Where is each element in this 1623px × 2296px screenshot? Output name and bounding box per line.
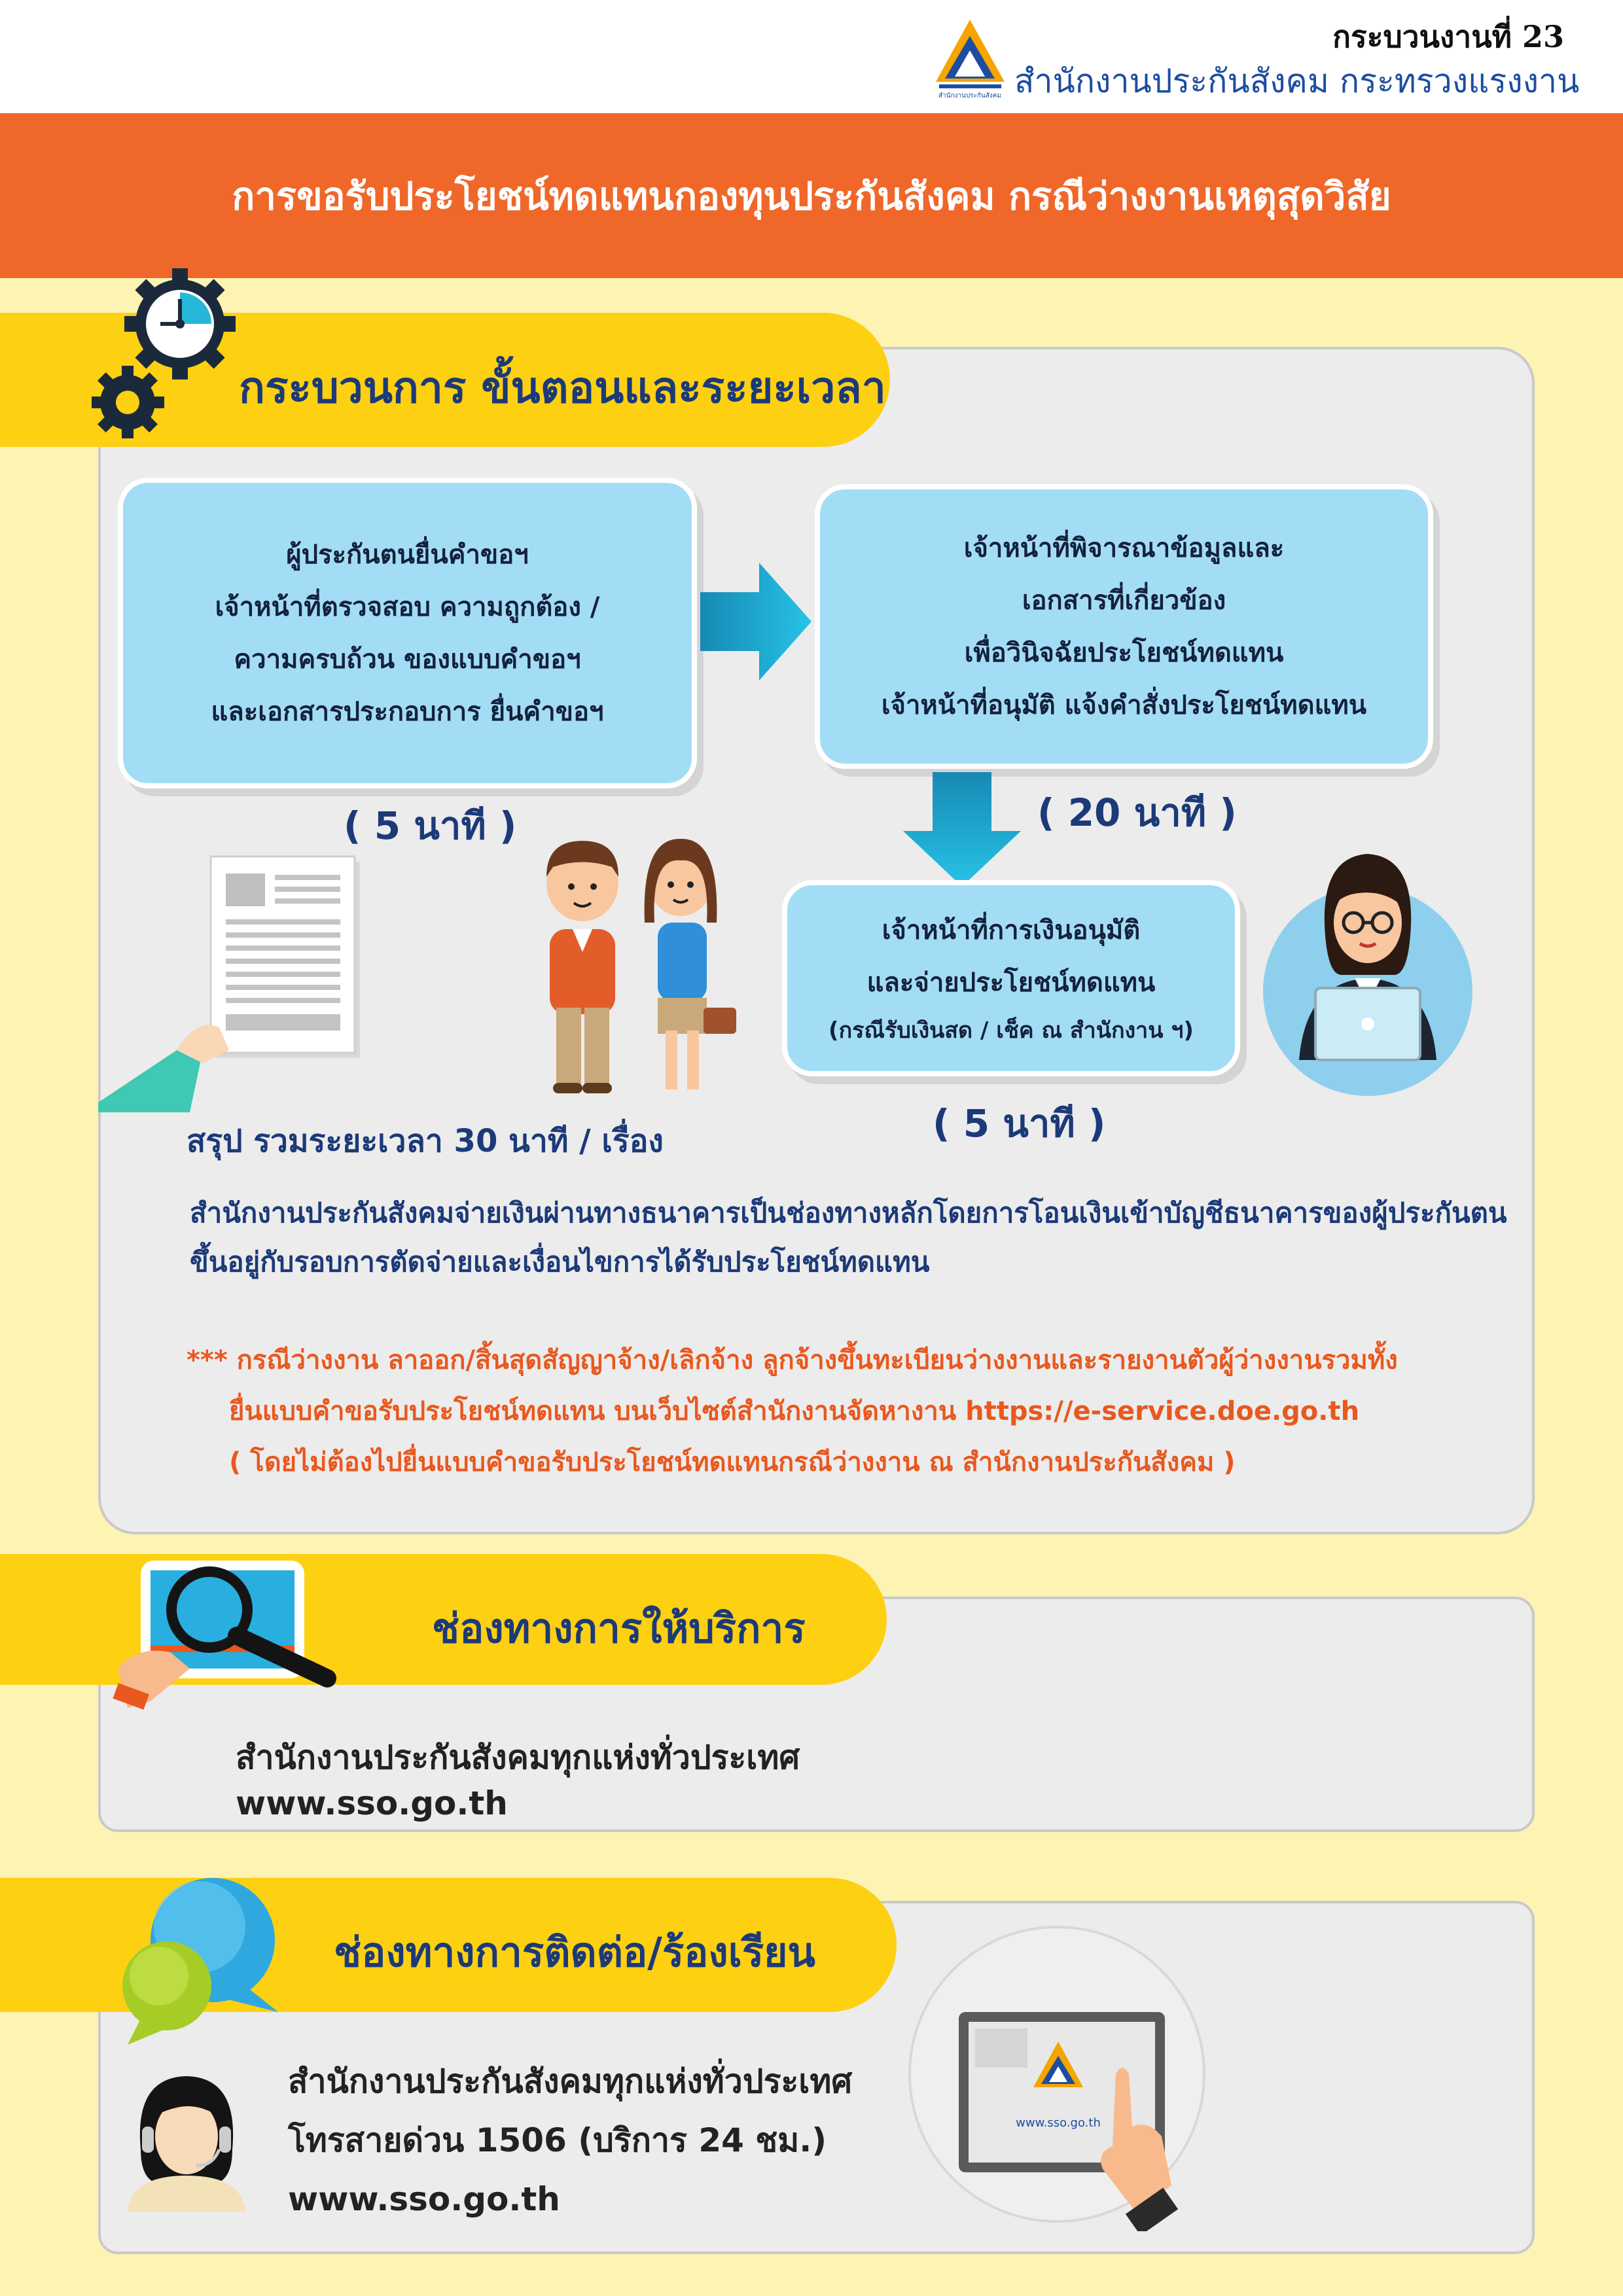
payment-note-line-1: สำนักงานประกันสังคมจ่ายเงินผ่านทางธนาคารเป็นช่องทางหลักโดยการโอนเงินเข้าบัญชีธนาคารของผู้ประกันตน [190, 1197, 1507, 1229]
arrow-right-icon [700, 563, 812, 680]
step-3-line-2: และจ่ายประโยชน์ทดแทน [866, 968, 1156, 998]
process-summary: สรุป รวมระยะเวลา 30 นาที / เรื่อง [187, 1123, 664, 1159]
online-note-line-2: ยื่นแบบคำขอรับประโยชน์ทดแทน บนเว็บไซต์สำนักงานจัดหางาน https://e-service.doe.go.th [229, 1396, 1360, 1426]
contact-line-1: สำนักงานประกันสังคมทุกแห่งทั่วประเทศ [288, 2062, 853, 2100]
tablet-touch-illustration [887, 1911, 1227, 2231]
step-2-line-3: เพื่อวินิจฉัยประโยชน์ทดแทน [964, 637, 1284, 668]
step-1-box [118, 478, 697, 788]
process-title: กระบวนการ ขั้นตอนและระยะเวลา [239, 362, 886, 413]
officer-laptop-illustration [1260, 844, 1476, 1099]
organization-name: สำนักงานประกันสังคม กระทรวงแรงงาน [1014, 62, 1580, 100]
online-note-line-1: *** กรณีว่างงาน ลาออก/สิ้นสุดสัญญาจ้าง/เลิกจ้าง ลูกจ้างขึ้นทะเบียนว่างงานและรายงานตัวผู้ว่างงานรวมทั้ง [187, 1345, 1398, 1375]
sso-logo [933, 16, 1008, 101]
step-3-time: ( 5 นาที ) [933, 1101, 1106, 1146]
step-2-line-4: เจ้าหน้าที่อนุมัติ แจ้งคำสั่งประโยชน์ทดแทน [881, 690, 1367, 720]
step-3-note: (กรณีรับเงินสด / เช็ค ณ สำนักงาน ฯ) [829, 1017, 1194, 1044]
step-2-line-1: เจ้าหน้าที่พิจารณาข้อมูลและ [963, 533, 1285, 563]
step-2-box [815, 484, 1433, 769]
step-2-time: ( 20 นาที ) [1037, 790, 1237, 835]
tablet-url: www.sso.go.th [1016, 2116, 1101, 2130]
step-3-line-1: เจ้าหน้าที่การเงินอนุมัติ [882, 915, 1141, 945]
step-3-box [782, 880, 1240, 1076]
page-title: การขอรับประโยชน์ทดแทนกองทุนประกันสังคม กรณีว่างงานเหตุสุดวิสัย [232, 173, 1391, 219]
step-1-line-1: ผู้ประกันตนยื่นคำขอฯ [286, 539, 529, 570]
service-title: ช่องทางการให้บริการ [432, 1604, 806, 1652]
step-1-time: ( 5 นาที ) [344, 804, 517, 848]
contact-hotline: โทรสายด่วน 1506 (บริการ 24 ชม.) [288, 2121, 827, 2159]
service-website: www.sso.go.th [236, 1784, 508, 1822]
logo-caption: สำนักงานประกันสังคม [938, 92, 1002, 99]
process-number: กระบวนงานที่ 23 [1332, 19, 1564, 54]
step-1-line-4: และเอกสารประกอบการ ยื่นคำขอฯ [211, 696, 604, 727]
people-illustration [527, 831, 740, 1096]
headset-agent-icon [128, 2071, 245, 2212]
speech-bubbles-icon [115, 1871, 291, 2048]
contact-title: ช่องทางการติดต่อ/ร้องเรียน [334, 1928, 815, 1976]
service-line-1: สำนักงานประกันสังคมทุกแห่งทั่วประเทศ [236, 1739, 800, 1776]
gear-clock-icon [92, 268, 249, 438]
step-1-line-3: ความครบถ้วน ของแบบคำขอฯ [234, 644, 581, 675]
step-1-line-2: เจ้าหน้าที่ตรวจสอบ ความถูกต้อง / [215, 592, 600, 622]
step-2-line-2: เอกสารที่เกี่ยวข้อง [1022, 585, 1226, 616]
document-hand-illustration [98, 854, 373, 1116]
contact-website: www.sso.go.th [288, 2180, 560, 2218]
online-note-line-3: ( โดยไม่ต้องไปยื่นแบบคำขอรับประโยชน์ทดแทนกรณีว่างงาน ณ สำนักงานประกันสังคม ) [229, 1447, 1236, 1477]
arrow-down-icon [903, 772, 1021, 887]
magnifier-tablet-icon [111, 1554, 340, 1718]
payment-note-line-2: ขึ้นอยู่กับรอบการตัดจ่ายและเงื่อนไขการได้รับประโยชน์ทดแทน [190, 1246, 930, 1278]
